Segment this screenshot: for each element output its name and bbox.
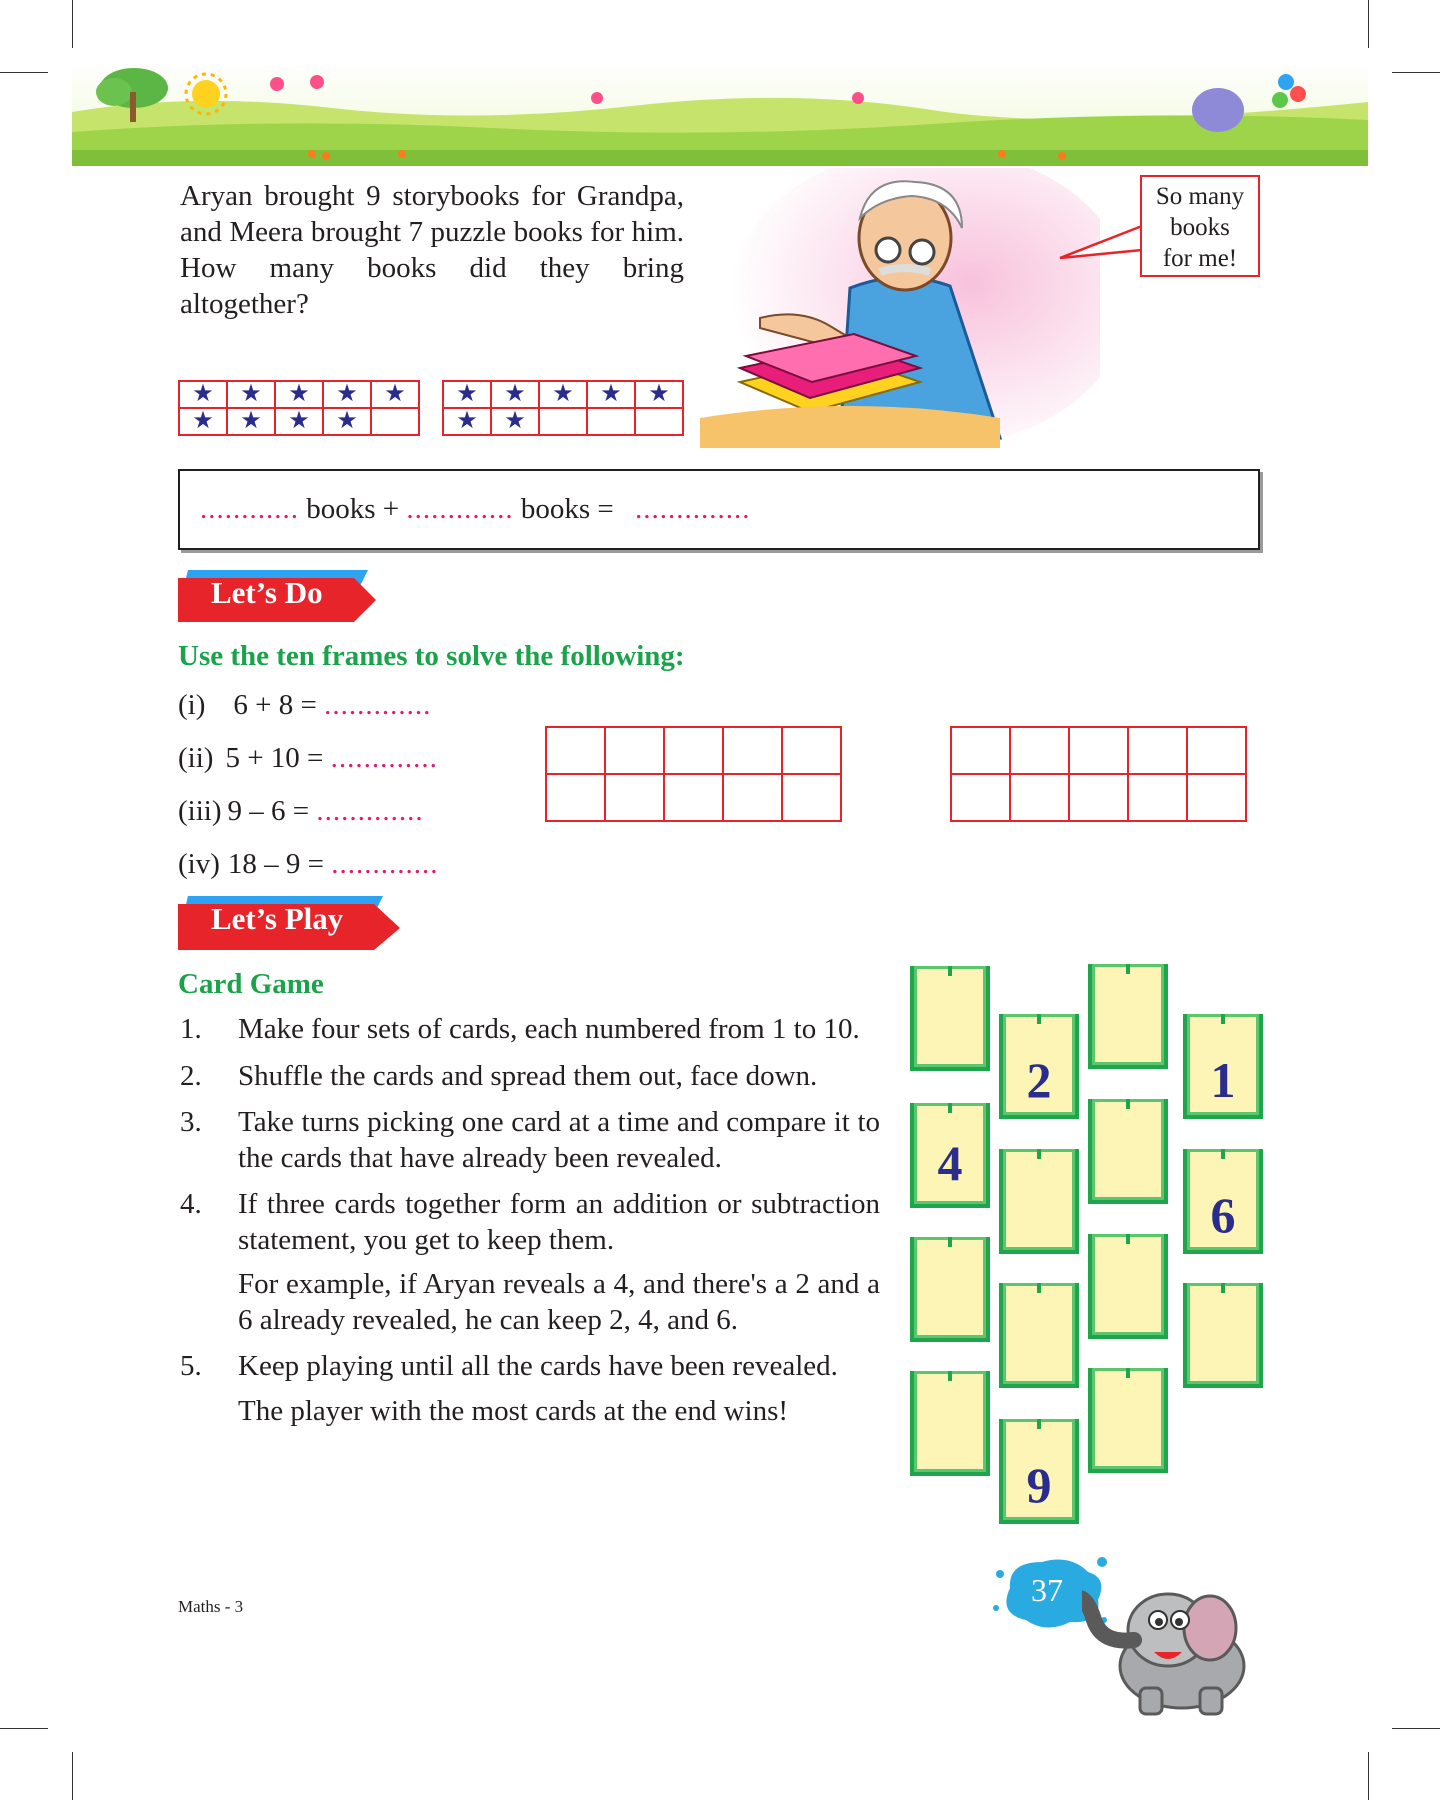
game-card[interactable] (1088, 964, 1168, 1069)
star-cell: ★ (539, 381, 587, 408)
ten-frame-cell[interactable] (546, 727, 605, 774)
star-cell: ★ (179, 381, 227, 408)
game-card[interactable] (999, 1014, 1079, 1119)
rule-item (178, 1349, 880, 1429)
page-number: 37 (1031, 1572, 1063, 1608)
exercise-expression: 18 – 9 = (227, 848, 324, 880)
rule-item (178, 1012, 880, 1048)
game-card[interactable] (910, 966, 990, 1071)
ten-frame-cell[interactable] (664, 727, 723, 774)
rule-text: Take turns picking one card at a time and compare it to the cards that have already been revealed. (238, 1106, 880, 1174)
crop-mark (1368, 1752, 1369, 1800)
answer-line (200, 493, 751, 526)
exercise-expression: 6 + 8 = (233, 689, 317, 721)
ten-frame-cell[interactable] (951, 774, 1010, 821)
rule-item (178, 1105, 880, 1176)
ten-frame-cell[interactable] (1010, 727, 1069, 774)
ten-frame-cell[interactable] (782, 727, 841, 774)
speech-bubble (1140, 175, 1260, 277)
star-cell: ★ (491, 408, 539, 435)
game-card[interactable] (1088, 1368, 1168, 1473)
game-card[interactable] (1183, 1283, 1263, 1388)
answer-word: books + (299, 493, 407, 525)
exercise-item (178, 794, 424, 828)
crop-mark (1392, 1728, 1440, 1729)
card-number: 1 (1210, 1052, 1236, 1108)
exercise-item (178, 688, 431, 722)
star-cell (635, 408, 683, 435)
star-cell: ★ (275, 408, 323, 435)
ten-frame-cell[interactable] (1187, 727, 1246, 774)
exercise-blank[interactable]: ............. (330, 742, 438, 774)
answer-blank[interactable]: ............. (406, 493, 514, 525)
rule-item (178, 1187, 880, 1338)
card-number: 6 (1210, 1187, 1236, 1243)
star-cell: ★ (179, 408, 227, 435)
ten-frame-cell[interactable] (605, 774, 664, 821)
crop-mark (72, 1752, 73, 1800)
header-meadow-banner (72, 62, 1368, 166)
speech-bubble-tail (1056, 222, 1146, 266)
game-card[interactable] (1088, 1234, 1168, 1339)
star-cell: ★ (491, 381, 539, 408)
star-cell: ★ (371, 381, 419, 408)
rule-number: 2. (180, 1059, 202, 1092)
answer-blank[interactable]: .............. (635, 493, 751, 525)
crop-mark (0, 1728, 48, 1729)
star-cell: ★ (323, 408, 371, 435)
ten-frame-cell[interactable] (664, 774, 723, 821)
star-cell (371, 408, 419, 435)
crop-mark (1392, 72, 1440, 73)
exercise-label: (i) (178, 689, 206, 721)
star-cell (539, 408, 587, 435)
rule-example: For example, if Aryan reveals a 4, and there's a 2 and a 6 already revealed, he can keep 2, 4, and 6. (238, 1268, 880, 1336)
card-number: 2 (1026, 1052, 1052, 1108)
bubble-line: So many (1155, 183, 1245, 210)
rule-text: If three cards together form an addition or subtraction statement, you get to keep them. (238, 1188, 880, 1256)
crop-mark (1368, 0, 1369, 48)
card-number: 4 (937, 1135, 963, 1191)
card-game-rules (178, 1012, 880, 1440)
star-cell: ★ (227, 408, 275, 435)
answer-word: books = (513, 493, 622, 525)
ten-frame-cell[interactable] (546, 774, 605, 821)
ten-frame-left (545, 726, 842, 822)
ten-frame-cell[interactable] (1069, 727, 1128, 774)
card-game-title: Card Game (178, 968, 324, 1000)
rule-number: 1. (180, 1013, 202, 1045)
exercise-item (178, 741, 438, 775)
exercise-label: (iii) (178, 795, 222, 827)
elephant-icon (1082, 1570, 1262, 1720)
ten-frame-cell[interactable] (1187, 774, 1246, 821)
game-card[interactable] (999, 1283, 1079, 1388)
exercise-expression: 5 + 10 = (225, 742, 324, 774)
star-cell: ★ (443, 408, 491, 435)
ten-frame-instruction: Use the ten frames to solve the following: (178, 640, 685, 672)
exercise-blank[interactable]: ............. (316, 795, 424, 827)
ten-frame-cell[interactable] (1128, 727, 1187, 774)
lets-do-ribbon (178, 562, 378, 624)
lets-play-title: Let’s Play (211, 901, 344, 936)
bubble-line: books (1170, 214, 1230, 241)
ten-frame-cell[interactable] (951, 727, 1010, 774)
bubble-line: for me! (1162, 245, 1238, 272)
crop-mark (0, 72, 48, 73)
game-card[interactable] (1088, 1099, 1168, 1204)
star-frame-puzzle-books (442, 380, 684, 436)
ten-frame-cell[interactable] (1128, 774, 1187, 821)
rule-conclusion: The player with the most cards at the end wins! (238, 1394, 789, 1427)
exercise-expression: 9 – 6 = (227, 795, 310, 827)
ten-frame-cell[interactable] (605, 727, 664, 774)
rule-text: Shuffle the cards and spread them out, face down. (238, 1059, 818, 1092)
word-problem: Aryan brought 9 storybooks for Grandpa, and Meera brought 7 puzzle books for him. How many books did they bring altogether? (180, 180, 684, 320)
exercise-label: (iv) (178, 848, 220, 880)
lets-play-ribbon (178, 892, 403, 954)
star-cell: ★ (227, 381, 275, 408)
star-cell: ★ (587, 381, 635, 408)
rule-number: 4. (180, 1188, 202, 1220)
game-card[interactable] (999, 1149, 1079, 1254)
star-cell: ★ (323, 381, 371, 408)
game-card[interactable] (1183, 1149, 1263, 1254)
star-cell: ★ (275, 381, 323, 408)
ten-frame-right (950, 726, 1247, 822)
exercise-label: (ii) (178, 742, 214, 774)
star-cell (587, 408, 635, 435)
lets-do-title: Let’s Do (211, 575, 323, 610)
answer-blank[interactable]: ............ (200, 493, 299, 525)
crop-mark (72, 0, 73, 48)
star-frame-storybooks (178, 380, 420, 436)
game-card[interactable] (910, 1103, 990, 1208)
ten-frame-cell[interactable] (723, 727, 782, 774)
book-title: Maths - 3 (178, 1597, 244, 1616)
grandpa-illustration (700, 168, 1100, 448)
game-card[interactable] (910, 1237, 990, 1342)
exercise-blank[interactable]: ............. (324, 689, 432, 721)
ten-frame-cell[interactable] (782, 774, 841, 821)
game-card[interactable] (910, 1371, 990, 1476)
card-number: 9 (1026, 1457, 1052, 1513)
ten-frame-cell[interactable] (1069, 774, 1128, 821)
rule-number: 5. (180, 1350, 202, 1382)
game-card[interactable] (1183, 1014, 1263, 1119)
game-card[interactable] (999, 1419, 1079, 1524)
ten-frame-cell[interactable] (1010, 774, 1069, 821)
rule-number: 3. (180, 1106, 202, 1138)
ten-frame-cell[interactable] (723, 774, 782, 821)
exercise-item (178, 847, 438, 881)
rule-text: Keep playing until all the cards have been revealed. (238, 1350, 838, 1382)
exercise-blank[interactable]: ............. (331, 848, 439, 880)
answer-box (178, 469, 1260, 550)
rule-text: Make four sets of cards, each numbered from 1 to 10. (238, 1013, 860, 1045)
rule-item (178, 1059, 880, 1095)
star-cell: ★ (635, 381, 683, 408)
star-cell: ★ (443, 381, 491, 408)
